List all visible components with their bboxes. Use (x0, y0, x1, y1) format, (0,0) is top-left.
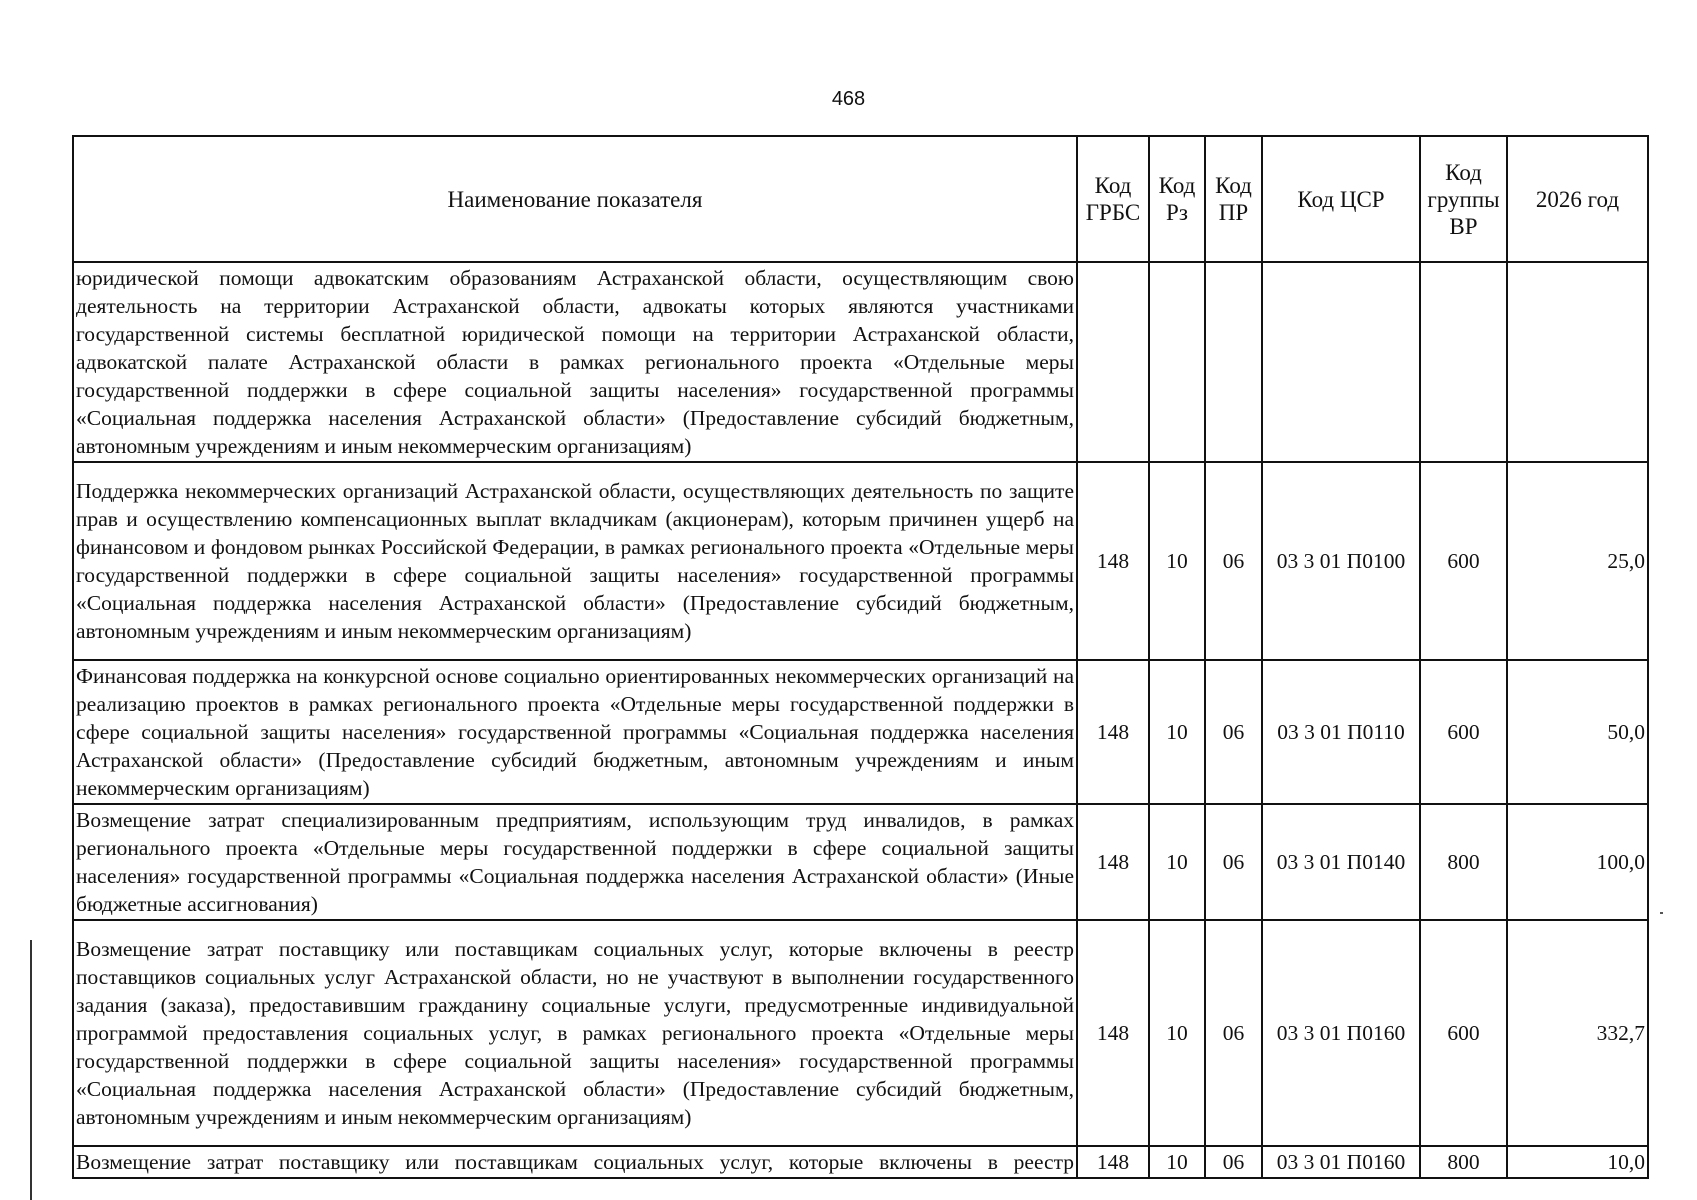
row-rz (1149, 262, 1205, 462)
header-vr: Код группы ВР (1420, 136, 1507, 262)
table-row (73, 262, 1648, 462)
row-amount: 25,0 (1507, 462, 1648, 660)
table-row (73, 660, 1648, 804)
row-rz: 10 (1149, 1146, 1205, 1178)
row-amount: 100,0 (1507, 804, 1648, 920)
row-rz: 10 (1149, 920, 1205, 1146)
row-amount: 10,0 (1507, 1146, 1648, 1178)
row-pr: 06 (1205, 804, 1262, 920)
header-rz: Код Рз (1149, 136, 1205, 262)
row-amount: 50,0 (1507, 660, 1648, 804)
row-pr: 06 (1205, 1146, 1262, 1178)
row-grbs: 148 (1077, 1146, 1149, 1178)
row-grbs (1077, 262, 1149, 462)
row-pr: 06 (1205, 660, 1262, 804)
header-year: 2026 год (1507, 136, 1648, 262)
row-name: Финансовая поддержка на конкурсной основе социально ориентированных некоммерческих организаций на реализацию проектов в рамках регионального проекта «Отдельные меры государственной поддержки в сфере социальной защиты населения» государственной программы «Социальная поддержка населения Астраханской области» (Предоставление субсидий бюджетным, автономным учреждениям и иным некоммерческим организациям) (73, 660, 1077, 804)
header-csr: Код ЦСР (1262, 136, 1420, 262)
row-csr (1262, 262, 1420, 462)
row-vr: 600 (1420, 920, 1507, 1146)
table-row (73, 804, 1648, 920)
row-grbs: 148 (1077, 920, 1149, 1146)
row-pr: 06 (1205, 462, 1262, 660)
row-vr: 800 (1420, 804, 1507, 920)
row-csr: 03 3 01 П0160 (1262, 920, 1420, 1146)
row-csr: 03 3 01 П0100 (1262, 462, 1420, 660)
margin-rule (30, 940, 32, 1200)
row-rz: 10 (1149, 804, 1205, 920)
row-name: Возмещение затрат поставщику или поставщикам социальных услуг, которые включены в реестр (73, 1146, 1077, 1178)
row-name: Поддержка некоммерческих организаций Астраханской области, осуществляющих деятельность по защите прав и осуществлению компенсационных выплат вкладчикам (акционерам), которым причинен ущерб на финансовом и фондовом рынках Российской Федерации, в рамках регионального проекта «Отдельные меры государственной поддержки в сфере социальной защиты населения» государственной программы «Социальная поддержка населения Астраханской области» (Предоставление субсидий бюджетным, автономным учреждениям и иным некоммерческим организациям) (73, 462, 1077, 660)
page-number: 468 (831, 88, 866, 110)
row-csr: 03 3 01 П0110 (1262, 660, 1420, 804)
budget-table (72, 135, 1649, 1179)
header-pr: Код ПР (1205, 136, 1262, 262)
row-rz: 10 (1149, 462, 1205, 660)
row-vr: 600 (1420, 660, 1507, 804)
row-grbs: 148 (1077, 660, 1149, 804)
row-csr: 03 3 01 П0160 (1262, 1146, 1420, 1178)
row-grbs: 148 (1077, 804, 1149, 920)
header-grbs: Код ГРБС (1077, 136, 1149, 262)
table-row (73, 1146, 1648, 1178)
row-name: Возмещение затрат специализированным предприятиям, использующим труд инвалидов, в рамках регионального проекта «Отдельные меры государственной поддержки в сфере социальной защиты населения» государственной программы «Социальная поддержка населения Астраханской области» (Иные бюджетные ассигнования) (73, 804, 1077, 920)
row-vr: 600 (1420, 462, 1507, 660)
row-pr (1205, 262, 1262, 462)
row-pr: 06 (1205, 920, 1262, 1146)
row-csr: 03 3 01 П0140 (1262, 804, 1420, 920)
row-rz: 10 (1149, 660, 1205, 804)
row-amount: 332,7 (1507, 920, 1648, 1146)
table-header-row (73, 136, 1648, 262)
table-row (73, 920, 1648, 1146)
scan-speck (1660, 912, 1663, 914)
row-vr: 800 (1420, 1146, 1507, 1178)
header-name: Наименование показателя (73, 136, 1077, 262)
row-name: Возмещение затрат поставщику или поставщикам социальных услуг, которые включены в реестр поставщиков социальных услуг Астраханской области, но не участвуют в выполнении государственного задания (заказа), предоставившим гражданину социальные услуги, предусмотренные индивидуальной программой предоставления социальных услуг, в рамках регионального проекта «Отдельные меры государственной поддержки в сфере социальной защиты населения» государственной программы «Социальная поддержка населения Астраханской области» (Предоставление субсидий бюджетным, автономным учреждениям и иным некоммерческим организациям) (73, 920, 1077, 1146)
table-row (73, 462, 1648, 660)
row-grbs: 148 (1077, 462, 1149, 660)
row-name: юридической помощи адвокатским образованиям Астраханской области, осуществляющим свою деятельность на территории Астраханской области, адвокаты которых являются участниками государственной системы бесплатной юридической помощи на территории Астраханской области, адвокатской палате Астраханской области в рамках регионального проекта «Отдельные меры государственной поддержки в сфере социальной защиты населения» государственной программы «Социальная поддержка населения Астраханской области» (Предоставление субсидий бюджетным, автономным учреждениям и иным некоммерческим организациям) (73, 262, 1077, 462)
row-vr (1420, 262, 1507, 462)
row-amount (1507, 262, 1648, 462)
